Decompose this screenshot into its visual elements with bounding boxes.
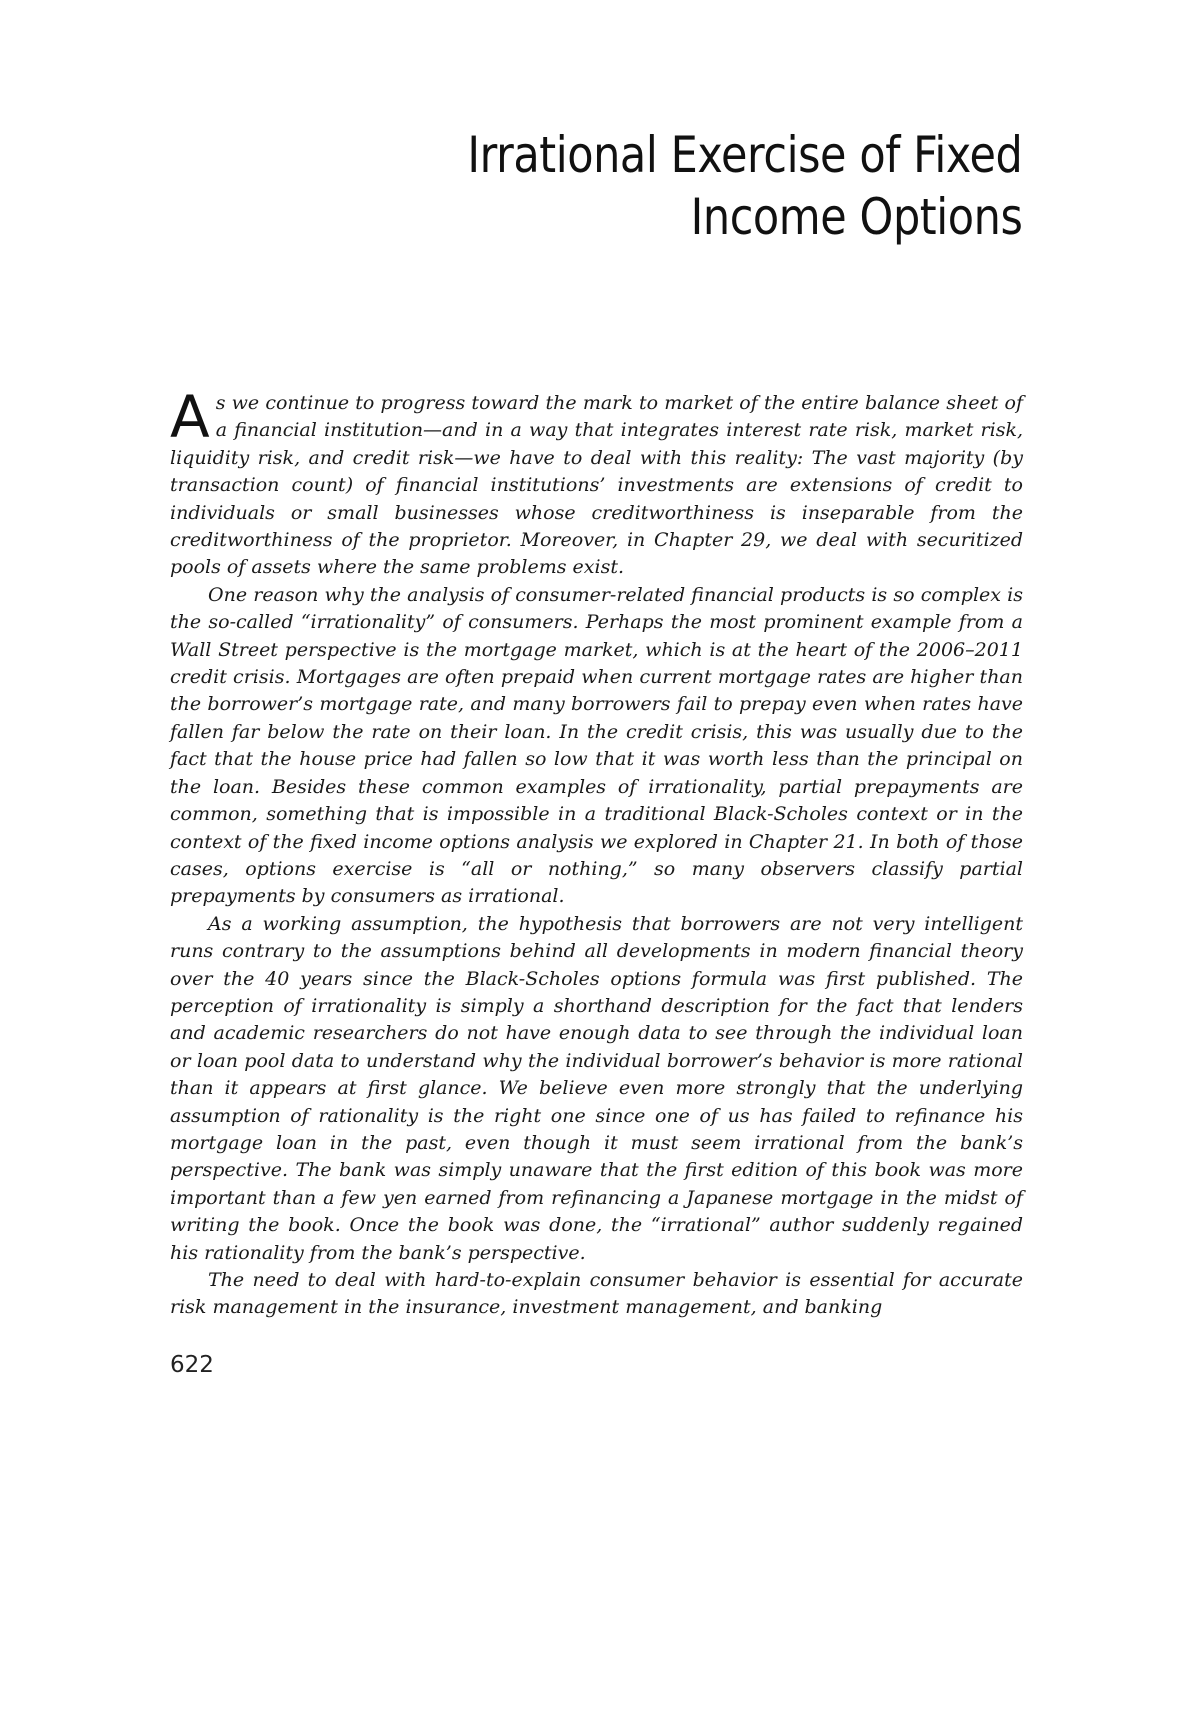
chapter-title-line-2: Income Options bbox=[690, 187, 1022, 246]
page-number: 622 bbox=[170, 1352, 214, 1378]
chapter-title bbox=[467, 124, 1022, 248]
paragraph-4: The need to deal with hard-to-explain consumer behavior is essential for accurate risk management in the insurance, investment management, and banking bbox=[170, 1269, 1023, 1319]
chapter-title-line-1: Irrational Exercise of Fixed bbox=[466, 125, 1022, 184]
body-text bbox=[170, 383, 1023, 1322]
paragraph-1-text: s we continue to progress toward the mark to market of the entire balance sheet of a financial institution—and in a way that integrates interest rate risk, market risk, liquidity risk, and credit risk—we have to deal with this reality: The vast majority (by transaction count) of financial institutions’ investments are extensions of credit to individuals or small businesses whose creditworthiness is inseparable from the creditworthiness of the proprietor. Moreover, in Chapter 29, we deal with securitized pools of assets where the same problems exist. bbox=[170, 392, 1023, 579]
drop-cap: A bbox=[170, 383, 210, 451]
paragraph-3: As a working assumption, the hypothesis that borrowers are not very intelligent runs contrary to the assumptions behind all developments in modern financial theory over the 40 years since the Black-Scholes options formula was first published. The perception of irrationality is simply a shorthand description for the fact that lenders and academic researchers do not have enough data to see through the individual loan or loan pool data to understand why the individual borrower’s behavior is more rational than it appears at first glance. We believe even more strongly that the underlying assumption of rationality is the right one since one of us has failed to refinance his mortgage loan in the past, even though it must seem irrational from the bank’s perspective. The bank was simply unaware that the first edition of this book was more important than a few yen earned from refinancing a Japanese mortgage in the midst of writing the book. Once the book was done, the “irrational” author suddenly regained his rationality from the bank’s perspective. bbox=[170, 912, 1023, 1264]
paragraph-2: One reason why the analysis of consumer-related financial products is so complex is the so-called “irrationality” of consumers. Perhaps the most prominent example from a Wall Street perspective is the mortgage market, which is at the heart of the 2006–2011 credit crisis. Mortgages are often prepaid when current mortgage rates are higher than the borrower’s mortgage rate, and many borrowers fail to prepay even when rates have fallen far below the rate on their loan. In the credit crisis, this was usually due to the fact that the house price had fallen so low that it was worth less than the principal on the loan. Besides these common examples of irrationality, partial prepayments are common, something that is impossible in a traditional Black-Scholes context or in the context of the fixed income options analysis we explored in Chapter 21. In both of those cases, options exercise is “all or nothing,” so many observers classify partial prepayments by consumers as irrational. bbox=[170, 583, 1023, 908]
paragraph-1 bbox=[170, 383, 1023, 582]
